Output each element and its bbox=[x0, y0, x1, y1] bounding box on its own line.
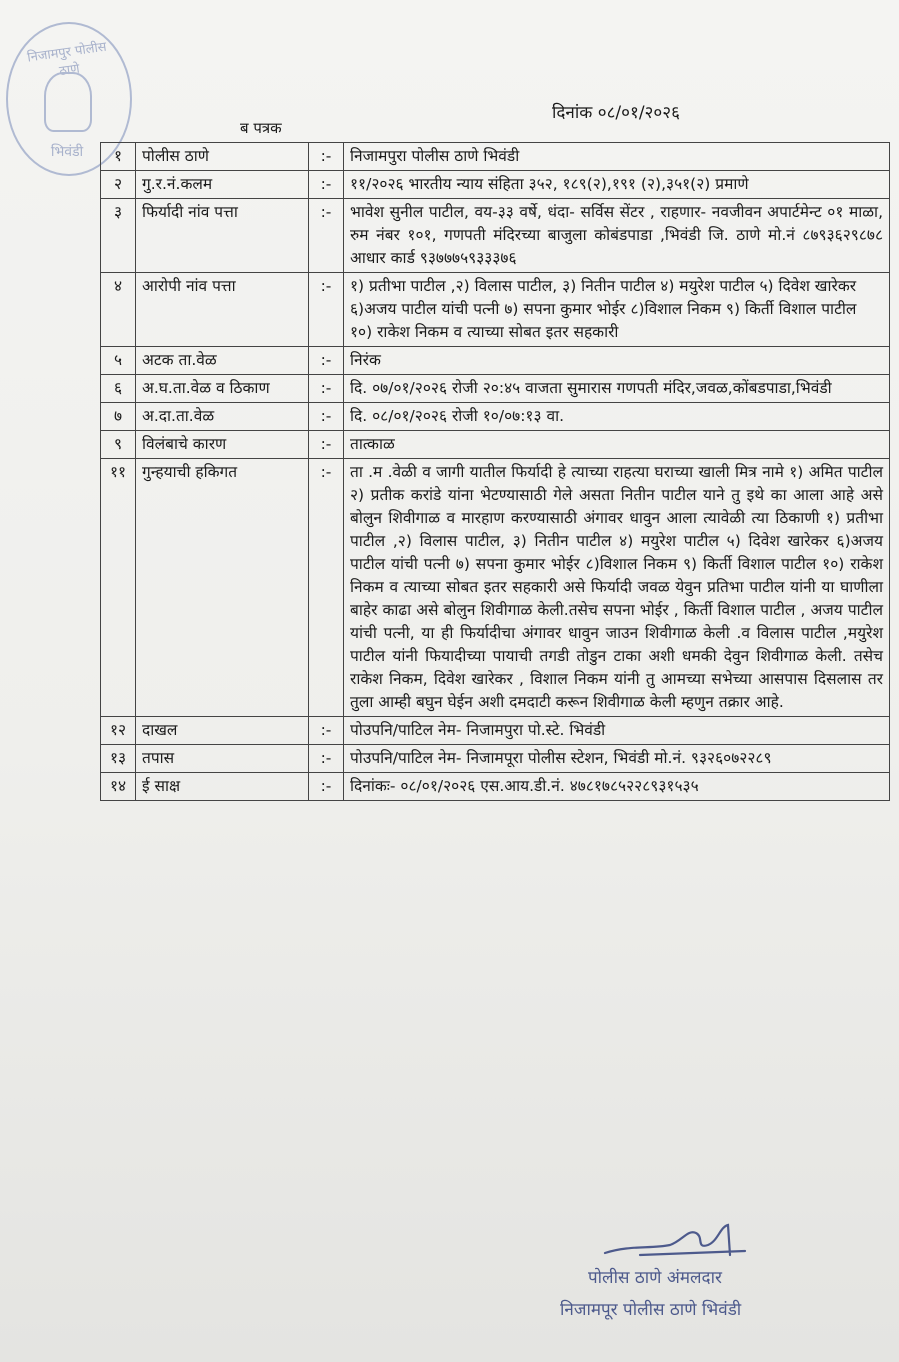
row-label: अटक ता.वेळ bbox=[136, 347, 309, 375]
row-number: १३ bbox=[101, 745, 136, 773]
row-number: १२ bbox=[101, 717, 136, 745]
signature-station: निजामपूर पोलीस ठाणे भिवंडी bbox=[560, 1300, 742, 1320]
row-value: दि. ०८/०१/२०२६ रोजी १०/०७:१३ वा. bbox=[344, 403, 890, 431]
row-label: ई साक्ष bbox=[136, 773, 309, 801]
stamp-top-text: निजामपुर पोलीस ठाणे bbox=[26, 39, 108, 80]
row-value: तात्काळ bbox=[344, 431, 890, 459]
row-number: ३ bbox=[101, 199, 136, 273]
table-row bbox=[101, 375, 890, 403]
row-separator: :- bbox=[309, 143, 344, 171]
row-separator: :- bbox=[309, 773, 344, 801]
table-row bbox=[101, 199, 890, 273]
row-value: ११/२०२६ भारतीय न्याय संहिता ३५२, १८९(२),१९१ (२),३५१(२) प्रमाणे bbox=[344, 171, 890, 199]
row-label: तपास bbox=[136, 745, 309, 773]
table-row bbox=[101, 403, 890, 431]
row-value: दि. ०७/०१/२०२६ रोजी २०:४५ वाजता सुमारास गणपती मंदिर,जवळ,कोंबडपाडा,भिवंडी bbox=[344, 375, 890, 403]
row-label: गुन्हयाची हकिगत bbox=[136, 459, 309, 717]
signature-scrawl bbox=[600, 1215, 750, 1265]
row-number: १४ bbox=[101, 773, 136, 801]
row-value: पोउपनि/पाटिल नेम- निजामपूरा पोलीस स्टेशन, भिवंडी मो.नं. ९३२६०७२२८९ bbox=[344, 745, 890, 773]
row-separator: :- bbox=[309, 375, 344, 403]
row-separator: :- bbox=[309, 431, 344, 459]
row-number: २ bbox=[101, 171, 136, 199]
table-row bbox=[101, 459, 890, 717]
row-separator: :- bbox=[309, 459, 344, 717]
row-separator: :- bbox=[309, 403, 344, 431]
signature-block bbox=[560, 1215, 820, 1335]
signature-designation: पोलीस ठाणे अंमलदार bbox=[588, 1268, 722, 1288]
row-label: दाखल bbox=[136, 717, 309, 745]
row-separator: :- bbox=[309, 347, 344, 375]
row-separator: :- bbox=[309, 273, 344, 347]
row-separator: :- bbox=[309, 717, 344, 745]
fir-table bbox=[100, 142, 890, 801]
row-label: फिर्यादी नांव पत्ता bbox=[136, 199, 309, 273]
row-number: ७ bbox=[101, 403, 136, 431]
row-separator: :- bbox=[309, 171, 344, 199]
row-number: ९ bbox=[101, 431, 136, 459]
stamp-bottom-text: भिवंडी bbox=[50, 144, 84, 160]
table-row bbox=[101, 143, 890, 171]
row-label: पोलीस ठाणे bbox=[136, 143, 309, 171]
row-label: गु.र.नं.कलम bbox=[136, 171, 309, 199]
row-number: १ bbox=[101, 143, 136, 171]
document-date: दिनांक ०८/०१/२०२६ bbox=[552, 103, 680, 123]
row-value: पोउपनि/पाटिल नेम- निजामपुरा पो.स्टे. भिवंडी bbox=[344, 717, 890, 745]
row-value: ता .म .वेळी व जागी यातील फिर्यादी हे त्याच्या राहत्या घराच्या खाली मित्र नामे १) अमित पाटील २) प्रतीक करांडे यांना भेटण्यासाठी गेले असता नितीन पाटील याने तु इथे का आला आहे असे बोलुन शिवीगाळ व मारहाण करण्यासाठी अंगावर धावुन आला त्यावेळी त्या ठिकाणी १) प्रतीभा पाटील ,२) विलास पाटील, ३) नितीन पाटील ४) मयुरेश पाटील ५) दिवेश खारेकर ६)अजय पाटील यांची पत्नी ७) सपना कुमार भोईर ८)विशाल निकम ९) किर्ती विशाल पाटील १०) राकेश निकम व त्याच्या सोबत इतर सहकारी असे फिर्यादी जवळ येवुन प्रतिभा पाटील यांनी या घाणीला बाहेर काढा असे बोलुन शिवीगाळ केली.तसेच सपना भोईर , किर्ती विशाल पाटील , अजय पाटील यांची पत्नी, या ही फिर्यादीचा अंगावर धावुन जाउन शिवीगाळ केली .व विलास पाटील ,मयुरेश पाटील यांनी फियादीच्या पायाची तगडी तोडुन टाका अशी धमकी देवुन शिवीगाळ केली. तसेच राकेश निकम, दिवेश खारेकर , विशाल निकम यांनी तु आमच्या सभेच्या आसपास दिसलास तर तुला आम्ही बघुन घेईन अशी दमदाटी करून शिवीगाळ केली म्हणुन तक्रार आहे. bbox=[344, 459, 890, 717]
row-value: दिनांकः- ०८/०१/२०२६ एस.आय.डी.नं. ४७८१७८५२२८९३१५३५ bbox=[344, 773, 890, 801]
row-label: अ.दा.ता.वेळ bbox=[136, 403, 309, 431]
row-value: भावेश सुनील पाटील, वय-३३ वर्षे, धंदा- सर्विस सेंटर , राहणार- नवजीवन अपार्टमेन्ट ०१ माळा, रुम नंबर १०१, गणपती मंदिरच्या बाजुला कोबंडपाडा ,भिवंडी जि. ठाणे मो.नं ८७९३६२९८७८ आधार कार्ड ९३७७७५९३३३७६ bbox=[344, 199, 890, 273]
row-separator: :- bbox=[309, 199, 344, 273]
emblem-icon bbox=[44, 72, 92, 132]
row-value: १) प्रतीभा पाटील ,२) विलास पाटील, ३) नितीन पाटील ४) मयुरेश पाटील ५) दिवेश खारेकर ६)अजय पाटील यांची पत्नी ७) सपना कुमार भोईर ८)विशाल निकम ९) किर्ती विशाल पाटील १०) राकेश निकम व त्याच्या सोबत इतर सहकारी bbox=[344, 273, 890, 347]
row-number: ४ bbox=[101, 273, 136, 347]
table-row bbox=[101, 745, 890, 773]
row-number: ११ bbox=[101, 459, 136, 717]
table-row bbox=[101, 273, 890, 347]
table-row bbox=[101, 773, 890, 801]
document-type: ब पत्रक bbox=[240, 119, 282, 137]
table-row bbox=[101, 717, 890, 745]
row-label: अ.घ.ता.वेळ व ठिकाण bbox=[136, 375, 309, 403]
row-separator: :- bbox=[309, 745, 344, 773]
table-row bbox=[101, 171, 890, 199]
row-label: विलंबाचे कारण bbox=[136, 431, 309, 459]
table-row bbox=[101, 347, 890, 375]
row-number: ५ bbox=[101, 347, 136, 375]
row-number: ६ bbox=[101, 375, 136, 403]
table-row bbox=[101, 431, 890, 459]
row-value: निरंक bbox=[344, 347, 890, 375]
row-label: आरोपी नांव पत्ता bbox=[136, 273, 309, 347]
row-value: निजामपुरा पोलीस ठाणे भिवंडी bbox=[344, 143, 890, 171]
